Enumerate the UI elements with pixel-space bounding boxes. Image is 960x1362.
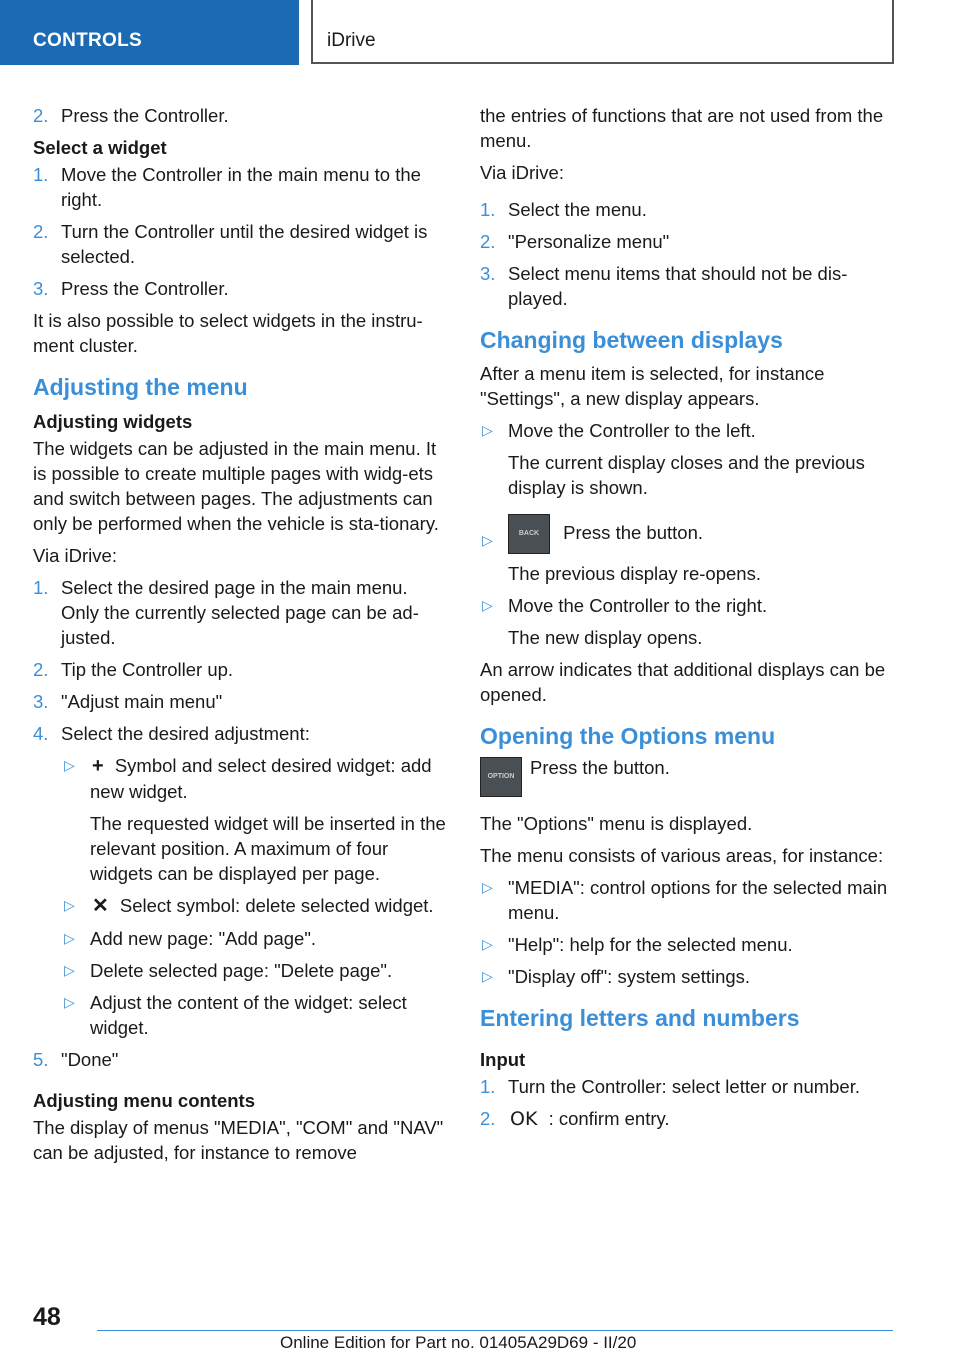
page-number: 48 <box>33 1303 61 1331</box>
list-item: 1. Move the Controller in the main menu to the right. <box>33 164 421 210</box>
bullet-continuation: The current display closes and the previous display is shown. <box>508 452 865 498</box>
bullet-item: ▷ "MEDIA": control options for the selected main menu. <box>482 877 888 923</box>
bullet-item: ▷ "Help": help for the selected menu. <box>482 934 793 955</box>
ok-icon: OK <box>510 1108 538 1130</box>
list-item: 3. Select menu items that should not be dis‐played. <box>480 263 848 309</box>
paragraph: Via iDrive: <box>33 545 117 566</box>
paragraph: After a menu item is selected, for instance "Settings", a new display appears. <box>480 363 825 409</box>
bullet-continuation: The previous display re-opens. <box>508 563 761 584</box>
plus-icon: + <box>92 755 104 777</box>
section-heading: Entering letters and numbers <box>480 1005 800 1031</box>
bullet-item: ▷ Delete selected page: "Delete page". <box>64 960 393 981</box>
section-heading: Changing between displays <box>480 327 783 353</box>
triangle-bullet-icon: ▷ <box>64 897 75 913</box>
bullet-item: ▷ Move the Controller to the right. <box>482 595 768 616</box>
triangle-bullet-icon: ▷ <box>482 597 493 613</box>
list-item: 2. "Personalize menu" <box>480 231 670 252</box>
list-item: 2. Tip the Controller up. <box>33 659 234 680</box>
triangle-bullet-icon: ▷ <box>64 757 75 773</box>
paragraph: Via iDrive: <box>480 162 564 183</box>
list-item: 1. Select the desired page in the main menu. Only the currently selected page can be ad‐justed. <box>33 577 419 648</box>
section-heading: Adjusting the menu <box>33 374 248 400</box>
triangle-bullet-icon: ▷ <box>482 936 493 952</box>
paragraph: The menu consists of various areas, for instance: <box>480 845 884 866</box>
subheading-input: Input <box>480 1049 526 1070</box>
section-tab <box>0 0 299 65</box>
triangle-bullet-icon: ▷ <box>64 994 75 1010</box>
paragraph: The widgets can be adjusted in the main menu. It is possible to create multiple pages with widg‐ets and switch between pages. The adjustments can only be performed when the vehicle is sta‐tionary. <box>33 438 439 534</box>
subheading-select-widget: Select a widget <box>33 137 167 158</box>
subheading-adjusting-menu-contents: Adjusting menu contents <box>33 1090 255 1111</box>
bullet-item: ▷ + Symbol and select desired widget: add new widget. <box>64 755 432 802</box>
bullet-item: ▷ BACK Press the button. <box>480 514 896 554</box>
paragraph: An arrow indicates that additional displays can be opened. <box>480 659 886 705</box>
paragraph: The display of menus "MEDIA", "COM" and "NAV" can be adjusted, for instance to remove <box>33 1117 444 1163</box>
back-button-icon: BACK <box>508 514 550 554</box>
edition-text: Online Edition for Part no. 01405A29D69 - II/20 <box>280 1333 637 1352</box>
section-title: CONTROLS <box>33 30 143 51</box>
triangle-bullet-icon: ▷ <box>482 879 493 895</box>
section-heading: Opening the Options menu <box>480 723 776 749</box>
chapter-title: iDrive <box>327 30 376 51</box>
triangle-bullet-icon: ▷ <box>64 930 75 946</box>
list-item: 1. Select the menu. <box>480 199 647 220</box>
list-item: 1. Turn the Controller: select letter or number. <box>480 1076 860 1097</box>
bullet-item: ▷ ✕ Select symbol: delete selected widget. <box>64 895 434 917</box>
paragraph: It is also possible to select widgets in the instru‐ment cluster. <box>33 310 423 356</box>
footer-divider <box>97 1330 893 1331</box>
triangle-bullet-icon: ▷ <box>482 532 493 548</box>
step-number: 2. <box>33 105 49 126</box>
bullet-item: ▷ "Display off": system settings. <box>482 966 751 987</box>
bullet-item: ▷ Adjust the content of the widget: select widget. <box>64 992 407 1038</box>
bullet-item: ▷ Add new page: "Add page". <box>64 928 317 949</box>
subheading-adjusting-widgets: Adjusting widgets <box>33 411 193 432</box>
bullet-item: ▷ Move the Controller to the left. <box>482 420 756 441</box>
paragraph: the entries of functions that are not used from the menu. <box>480 105 884 151</box>
option-button-icon: OPTION <box>480 757 522 797</box>
right-column <box>480 103 896 1139</box>
list-item: 4. Select the desired adjustment: <box>33 723 310 744</box>
cross-icon: ✕ <box>92 895 109 917</box>
bullet-continuation: The new display opens. <box>508 627 703 648</box>
list-item: 5. "Done" <box>33 1049 119 1070</box>
list-item: 2. Turn the Controller until the desired widget is selected. <box>33 221 428 267</box>
option-button-row: OPTION Press the button. <box>480 757 896 797</box>
bullet-continuation: The requested widget will be inserted in the relevant position. A maximum of four widgets can be displayed per page. <box>90 813 446 884</box>
list-item: 2. OK : confirm entry. <box>480 1108 670 1130</box>
chapter-tab <box>311 0 894 64</box>
triangle-bullet-icon: ▷ <box>482 422 493 438</box>
triangle-bullet-icon: ▷ <box>482 968 493 984</box>
list-item: 3. "Adjust main menu" <box>33 691 223 712</box>
paragraph: The "Options" menu is displayed. <box>480 813 753 834</box>
list-item: 2. Press the Controller. <box>33 105 229 126</box>
list-item: 3. Press the Controller. <box>33 278 229 299</box>
triangle-bullet-icon: ▷ <box>64 962 75 978</box>
left-column <box>33 103 449 1172</box>
